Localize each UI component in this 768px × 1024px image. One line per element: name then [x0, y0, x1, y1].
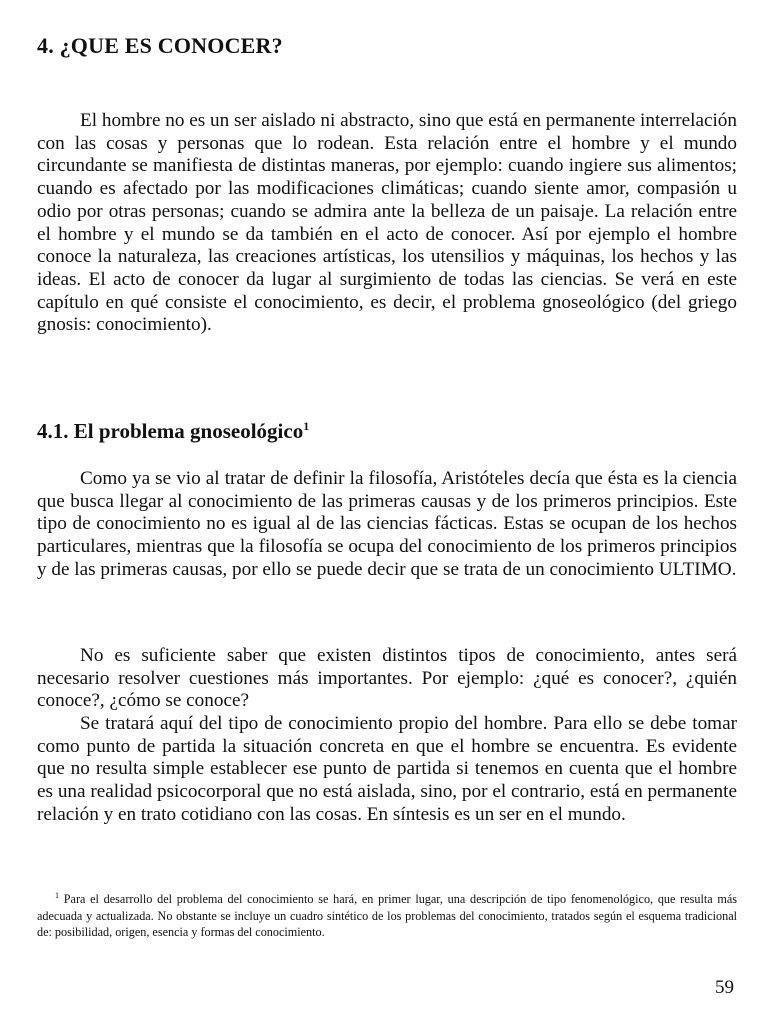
body-paragraph-1: Como ya se vio al tratar de definir la filosofía, Aristóteles decía que ésta es la ciencia que busca llegar al conocimiento de las primeras causas y de los primeros principios. Este tipo de conocimiento no es igual al de las ciencias fácticas. Estas se ocupan de los hechos particulares, mientras que la filosofía se ocupa del conocimiento de los primeros principios y de las primeras causas, por ello se puede decir que se trata de un conocimiento ULTIMO. [37, 468, 737, 580]
chapter-heading: 4. ¿QUE ES CONOCER? [37, 33, 283, 58]
footnote-reference: 1 [303, 419, 310, 433]
footnote-text: Para el desarrollo del problema del conocimiento se hará, en primer lugar, una descripción de tipo fenomenológico, que resulta más adecuada y actualizada. No obstante se incluye un cuadro sintético de los problemas del conocimiento, tratados según el esquema tradicional de: posibilidad, origen, esencia y formas del conocimiento. [37, 892, 738, 940]
page-number: 59 [715, 977, 734, 998]
section-heading [37, 419, 309, 444]
section-heading-text: 4.1. El problema gnoseológico [37, 419, 304, 443]
footnote-number: 1 [55, 891, 59, 900]
intro-paragraph: El hombre no es un ser aislado ni abstracto, sino que está en permanente interrelación con las cosas y personas que lo rodean. Esta relación entre el hombre y el mundo circundante se manifiesta de distintas maneras, por ejemplo: cuando ingiere sus alimentos; cuando es afectado por las modificaciones climáticas; cuando siente amor, compasión u odio por otras personas; cuando se admira ante la belleza de un paisaje. La relación entre el hombre y el mundo se da también en el acto de conocer. Así por ejemplo el hombre conoce la naturaleza, las creaciones artísticas, los utensilios y máquinas, los hechos y las ideas. El acto de conocer da lugar al surgimiento de todas las ciencias. Se verá en este capítulo en qué consiste el conocimiento, es decir, el problema gnoseológico (del griego gnosis: conocimiento). [37, 110, 737, 336]
body-paragraph-2: No es suficiente saber que existen distintos tipos de conocimiento, antes será necesario resolver cuestiones más importantes. Por ejemplo: ¿qué es conocer?, ¿quién conoce?, ¿cómo se conoce? [37, 645, 737, 712]
body-paragraph-3: Se tratará aquí del tipo de conocimiento propio del hombre. Para ello se debe tomar como punto de partida la situación concreta en que el hombre se encuentra. Es evidente que no resulta simple establecer ese punto de partida si tenemos en cuenta que el hombre es una realidad psicocorporal que no está aislada, sino, por el contrario, está en permanente relación y en trato cotidiano con las cosas. En síntesis es un ser en el mundo. [37, 713, 737, 825]
footnote [37, 888, 737, 941]
